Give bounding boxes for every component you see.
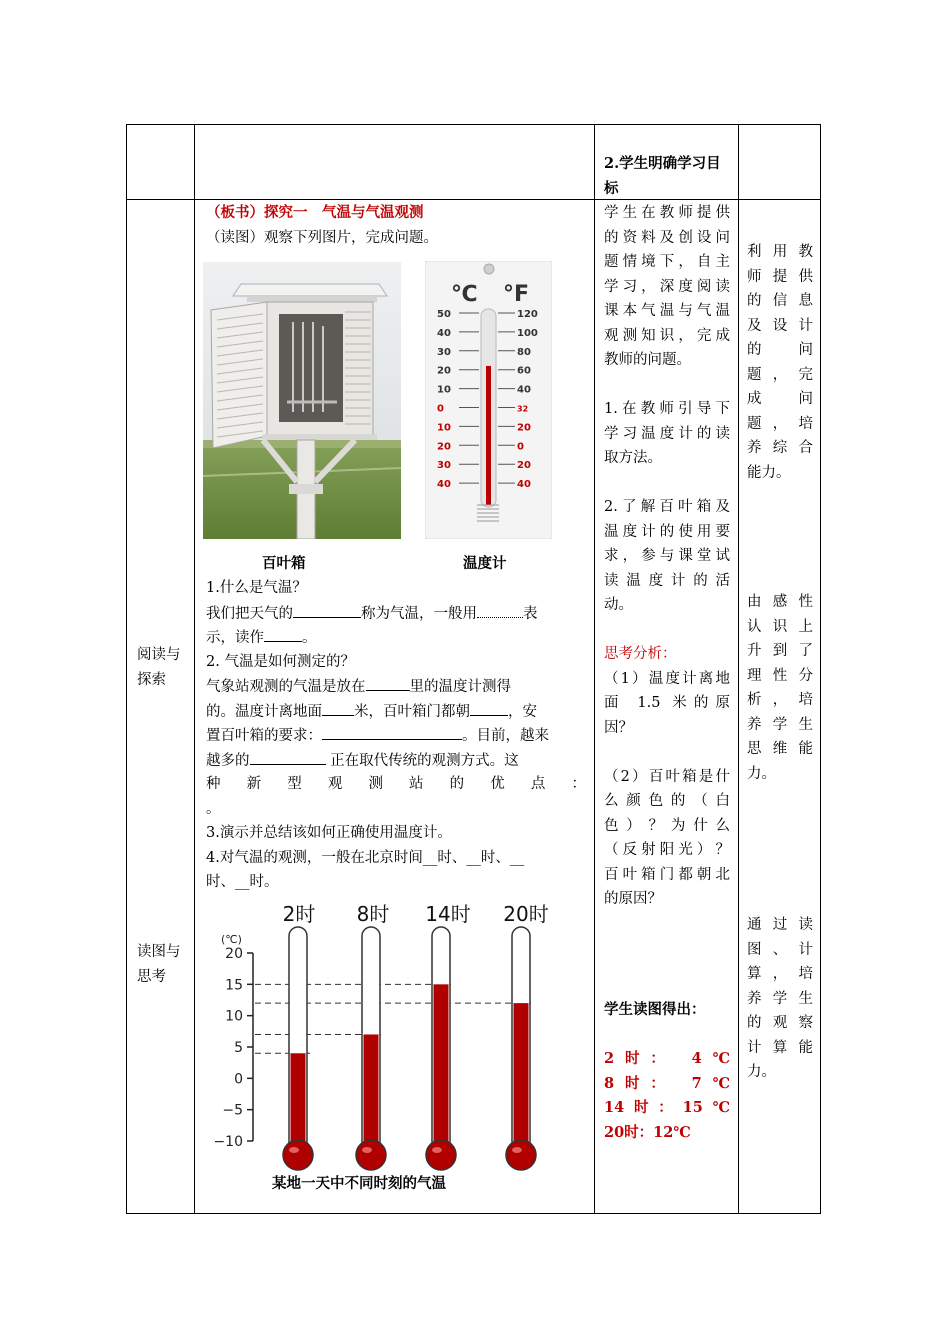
col4-purpose-line: 题，培 [747, 415, 813, 432]
bulb-highlight [432, 1147, 442, 1153]
col4-purpose-line: 及设计 [747, 317, 813, 334]
q2-text-i: 正在取代传统的观测方式。这 [330, 753, 519, 769]
label-read-explore: 阅读与探索 [137, 647, 181, 688]
thermometer-bulb [283, 1140, 313, 1170]
q2-text-b: 里的温度计测得 [409, 679, 511, 695]
col4-purpose-line: 的信息 [747, 293, 813, 309]
col-divider-2 [594, 124, 595, 1214]
col4-purpose-line: 认识上 [747, 618, 813, 635]
col3-step1-line: 1.在教师引导下 [604, 401, 730, 417]
col3-analysis-q1-line: 面 1.5 米的原 [604, 695, 730, 711]
fahrenheit-tick-label: 60 [517, 365, 531, 377]
col3-step1-line: 取方法。 [604, 450, 662, 466]
col4-purpose-line: 理性分 [747, 667, 813, 684]
chart-caption: 某地一天中不同时刻的气温 [272, 1176, 446, 1192]
photo2-caption: 温度计 [463, 555, 507, 572]
question-1: 1.什么是气温？ [206, 580, 307, 596]
col3-result-line: 2时： 4℃ [604, 1050, 730, 1067]
col3-analysis-q2-line: （反射阳光）？ [604, 842, 730, 858]
col4-purpose-line: 通过读 [747, 917, 813, 933]
fahrenheit-tick-label: 0 [517, 441, 524, 453]
question-2-line-a [206, 674, 511, 700]
celsius-tick-label: 30 [437, 460, 451, 472]
y-tick-label: 10 [225, 1008, 243, 1025]
col3-step2-line: 求，参与课堂试 [604, 548, 730, 564]
temperature-chart [203, 900, 588, 1175]
q1-text-b: 称为气温，一般用 [361, 606, 477, 622]
fahrenheit-tick-label: 32 [517, 404, 529, 414]
col3-step2-line: 2.了解百叶箱及 [604, 499, 730, 515]
col4-purpose-line: 的观察 [747, 1015, 813, 1031]
q2-text-h: 越多的 [206, 753, 250, 769]
col4-purpose-line: 图、计 [747, 941, 813, 958]
bulb-highlight [362, 1147, 372, 1153]
col4-purpose-line: 能力。 [747, 464, 791, 481]
col3-step2-line: 温度计的使用要 [604, 523, 730, 540]
col3-step1-line: 学习温度计的读 [604, 425, 730, 442]
celsius-tick-label: 20 [437, 441, 451, 453]
col3-step2-line: 读温度计的活 [604, 572, 730, 589]
fahrenheit-tick-label: 20 [517, 422, 531, 434]
col3-intro-line: 的资料及创设问 [604, 229, 730, 246]
question-1-line-b [206, 625, 317, 651]
col3-analysis-q2-line: 么颜色的（白 [604, 793, 730, 809]
fahrenheit-tick-label: 120 [517, 309, 538, 320]
thermometer-bar [514, 1003, 529, 1152]
category-label: 14时 [425, 902, 471, 926]
table-border-right [820, 124, 821, 1214]
celsius-tick-label: 40 [437, 327, 451, 339]
q2-blank-5[interactable] [250, 748, 326, 765]
col3-intro-line: 教师的问题。 [604, 352, 691, 368]
col4-purpose-line: 力。 [747, 1064, 776, 1080]
col4-purpose-line: 升到了 [747, 643, 813, 659]
col3-intro-line: 学生在教师提供 [604, 205, 730, 221]
fahrenheit-tick-label: 40 [517, 479, 531, 491]
thermometer-photo [425, 261, 552, 539]
col3-analysis-q2-line: 色）？为什么 [604, 817, 730, 834]
col3-result-line: 14时：15℃ [604, 1099, 730, 1116]
table-border-left [126, 124, 127, 1214]
fahrenheit-tick-label: 80 [517, 346, 531, 358]
q2-text-g: 。目前，越来 [462, 728, 549, 744]
col4-purpose-line: 的 问 [747, 342, 813, 358]
celsius-tick-label: 30 [437, 346, 451, 358]
category-label: 2时 [282, 902, 316, 926]
col4-purpose-line: 养学生 [747, 716, 813, 733]
bulb-highlight [289, 1147, 299, 1153]
q1-blank-2[interactable] [477, 601, 523, 618]
celsius-tick-label: 10 [437, 384, 451, 396]
thermometer-bar [434, 984, 449, 1152]
col4-purpose-line: 养学生 [747, 990, 813, 1007]
photo1-caption: 百叶箱 [262, 555, 306, 572]
category-label: 20时 [503, 902, 549, 926]
col4-purpose-line: 成 问 [747, 391, 813, 407]
q1-blank-1[interactable] [293, 601, 361, 618]
q1-text-a: 我们把天气的 [206, 606, 293, 622]
col4-purpose-line: 力。 [747, 765, 776, 782]
celsius-tick-label: 0 [437, 403, 444, 415]
q2-text-d: 米，百叶箱门都朝 [354, 704, 470, 720]
q1-blank-3[interactable] [264, 625, 302, 642]
thermometer-bar [364, 1034, 379, 1152]
instrument-shelter-image [203, 262, 401, 539]
fahrenheit-tick-label: 100 [517, 327, 538, 339]
thermometer-bulb [506, 1140, 536, 1170]
y-unit-label: (℃) [221, 933, 242, 946]
question-2-line-c [206, 723, 549, 749]
thermometer-bar [291, 1053, 306, 1152]
thermometer-bulb [426, 1140, 456, 1170]
y-tick-label: −10 [213, 1134, 243, 1150]
header-goal: 2.学生明确学习目标 [604, 155, 721, 197]
question-3: 3.演示并总结该如何正确使用温度计。 [206, 825, 452, 841]
thermometer-photo-mercury [486, 366, 491, 505]
col3-analysis-q2-line: （2）百叶箱是什 [604, 768, 730, 785]
col3-intro-line: 题情境下，自主 [604, 254, 730, 270]
col3-result-title: 学生读图得出： [604, 1002, 706, 1018]
thermometer-bulb [356, 1140, 386, 1170]
col-divider-3 [738, 124, 739, 1214]
read-instruction: （读图）观察下列图片，完成问题。 [206, 230, 438, 246]
table-border-bottom [126, 1213, 821, 1214]
bulb-highlight [512, 1147, 522, 1153]
col4-purpose-line: 析，培 [747, 692, 813, 708]
col4-purpose-line: 题，完 [747, 366, 813, 383]
q1-text-c: 表 [523, 606, 538, 622]
fahrenheit-unit-label: °F [503, 282, 530, 307]
question-4-line-a: 4.对气温的观测，一般在北京时间__时、__时、__ [206, 850, 525, 866]
col4-purpose-line: 计算能 [747, 1039, 813, 1056]
question-2-line-b [206, 699, 537, 725]
celsius-tick-label: 10 [437, 422, 451, 434]
fahrenheit-tick-label: 40 [517, 384, 531, 396]
q2-text-c: 的。温度计离地面 [206, 704, 322, 720]
col4-purpose-line: 由感性 [747, 594, 813, 610]
y-tick-label: −5 [222, 1102, 243, 1119]
q2-blank-3[interactable] [470, 699, 508, 716]
question-2-line-f: 。 [206, 801, 221, 817]
col3-result-line: 8时： 7℃ [604, 1074, 730, 1092]
q2-text-e: ，安 [508, 704, 537, 720]
section-title: （板书）探究一 气温与气温观测 [206, 204, 424, 221]
col3-analysis-q2-line: 百叶箱门都朝北 [604, 866, 730, 883]
question-2: 2. 气温是如何测定的？ [206, 654, 355, 670]
col4-purpose-line: 利用教 [747, 244, 813, 260]
question-4-line-b: 时、__时。 [206, 874, 279, 890]
col3-analysis-q1-line: （1）温度计离地 [604, 670, 730, 687]
col4-purpose-line: 师提供 [747, 268, 813, 285]
col3-step2-line: 动。 [604, 597, 633, 613]
col3-intro-line: 观测知识，完成 [604, 327, 730, 344]
celsius-tick-label: 20 [437, 365, 451, 377]
q2-text-f: 置百叶箱的要求： [206, 728, 322, 744]
question-2-line-d [206, 748, 519, 774]
q1-text-e: 。 [302, 630, 317, 646]
col3-intro-line: 课本气温与气温 [604, 303, 730, 319]
col-divider-1 [194, 124, 195, 1214]
question-1-line-a [206, 601, 588, 627]
q2-blank-1[interactable] [366, 674, 410, 691]
question-2-line-e: 种新型观测站的优点： [206, 776, 586, 792]
col4-purpose-line: 算，培 [747, 966, 813, 982]
y-tick-label: 0 [234, 1071, 243, 1088]
col3-intro-line: 学习，深度阅读 [604, 278, 730, 295]
category-label: 8时 [356, 902, 390, 926]
q2-blank-4[interactable] [322, 723, 462, 740]
col4-purpose-line: 养综合 [747, 440, 813, 456]
col3-analysis-title: 思考分析： [604, 646, 677, 662]
fahrenheit-tick-label: 20 [517, 460, 531, 472]
col3-result-line: 20时：12℃ [604, 1123, 691, 1141]
y-tick-label: 5 [234, 1040, 243, 1056]
label-read-think: 读图与思考 [137, 944, 181, 985]
q1-text-d: 示，读作 [206, 630, 264, 646]
q2-text-a: 气象站观测的气温是放在 [206, 679, 366, 695]
y-tick-label: 15 [225, 977, 243, 994]
y-tick-label: 20 [225, 946, 243, 962]
q2-blank-2[interactable] [322, 699, 354, 716]
celsius-tick-label: 40 [437, 479, 451, 491]
celsius-tick-label: 50 [437, 309, 451, 320]
col4-purpose-line: 思维能 [747, 741, 813, 757]
table-border-top [126, 124, 821, 125]
col3-analysis-q1-line: 因？ [604, 719, 633, 736]
celsius-unit-label: ℃ [451, 282, 478, 307]
col3-analysis-q2-line: 的原因？ [604, 891, 662, 907]
